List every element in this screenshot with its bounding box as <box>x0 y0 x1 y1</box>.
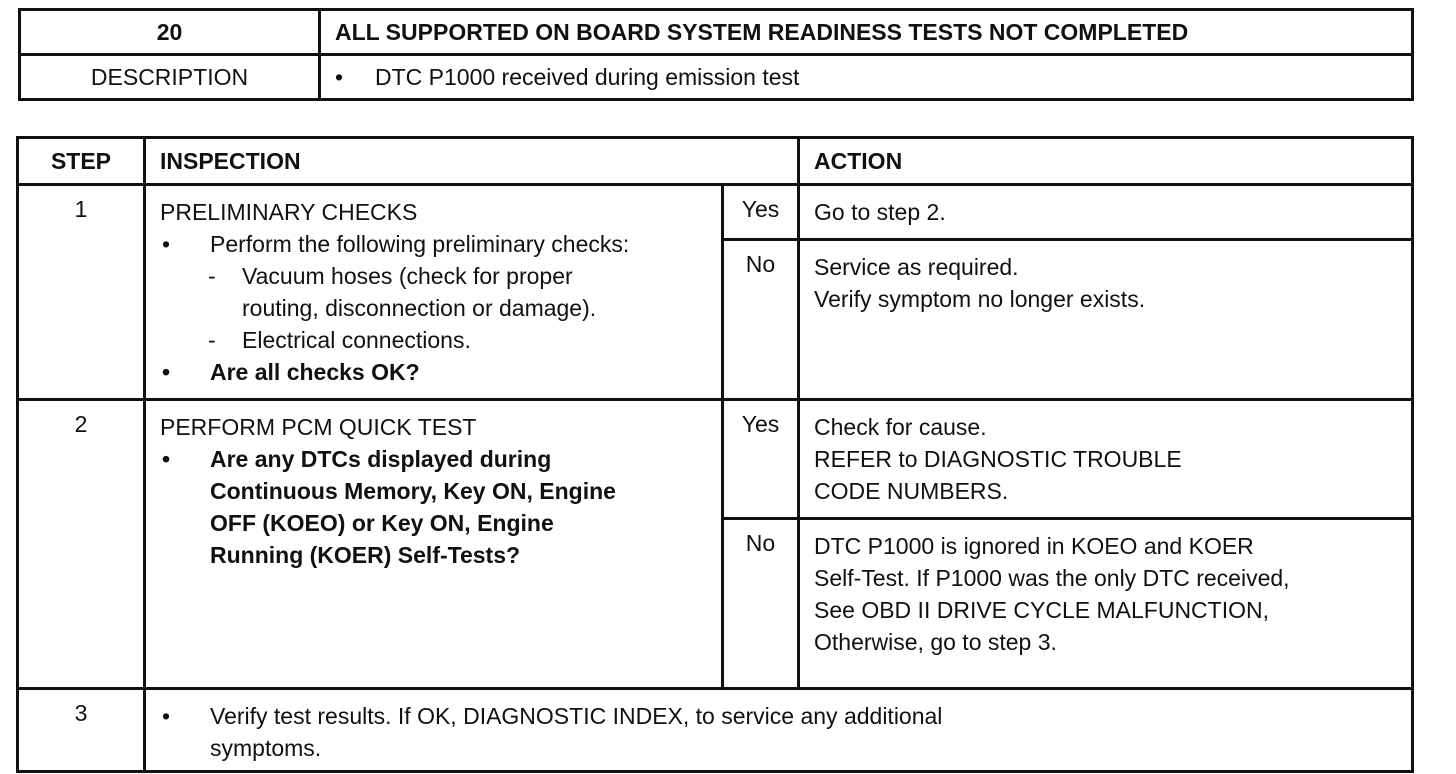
header-row <box>20 10 1413 55</box>
description-row <box>20 55 1413 100</box>
question-item <box>160 443 711 571</box>
bullet-glyph: • <box>335 63 344 90</box>
step-number: 3 <box>18 689 145 772</box>
step-3-row <box>18 689 1413 772</box>
description-text: DTC P1000 received during emission test <box>375 63 800 90</box>
no-action <box>799 519 1413 689</box>
step-1-inspection <box>145 185 723 400</box>
column-header-row <box>18 138 1413 185</box>
action-line: Check for cause. <box>814 414 987 440</box>
no-action <box>799 240 1413 400</box>
no-label: No <box>723 240 799 400</box>
bullet-glyph: • <box>162 446 171 472</box>
question-item <box>160 356 711 388</box>
step-3-line: symptoms. <box>210 735 322 761</box>
sub-item <box>160 260 711 324</box>
sub-item-text <box>242 260 596 324</box>
step-number: 2 <box>18 400 145 689</box>
step-title: PERFORM PCM QUICK TEST <box>160 414 477 440</box>
action-line: See OBD II DRIVE CYCLE MALFUNCTION, <box>814 597 1269 623</box>
yes-action <box>799 400 1413 519</box>
column-header-inspection: INSPECTION <box>145 138 799 185</box>
sub-item-line: Vacuum hoses (check for proper <box>242 263 573 289</box>
bullet-glyph: • <box>162 359 171 385</box>
action-line: DTC P1000 is ignored in KOEO and KOER <box>814 533 1254 559</box>
yes-action <box>799 185 1413 240</box>
question-line: Are any DTCs displayed during <box>210 446 552 472</box>
step-number: 1 <box>18 185 145 400</box>
step-1-yes-row <box>18 185 1413 240</box>
header-table <box>18 8 1414 101</box>
question-text <box>210 443 616 571</box>
question-line: Running (KOER) Self-Tests? <box>210 542 521 568</box>
step-2-inspection <box>145 400 723 689</box>
procedure-number: 20 <box>20 10 320 55</box>
action-line: REFER to DIAGNOSTIC TROUBLE <box>814 446 1182 472</box>
description-cell <box>320 55 1413 100</box>
bullet-item <box>160 228 711 260</box>
bullet-item <box>160 700 1401 764</box>
no-label: No <box>723 519 799 689</box>
dash-glyph: - <box>208 327 216 353</box>
column-header-step: STEP <box>18 138 145 185</box>
dash-glyph: - <box>208 263 216 289</box>
action-line: Self-Test. If P1000 was the only DTC received, <box>814 565 1290 591</box>
question-text: Are all checks OK? <box>210 359 420 385</box>
sub-item-text: Electrical connections. <box>242 327 471 353</box>
sub-item-line: routing, disconnection or damage). <box>242 295 597 321</box>
bullet-text: Perform the following preliminary checks: <box>210 231 630 257</box>
step-3-line: Verify test results. If OK, DIAGNOSTIC INDEX, to service any additional <box>210 703 943 729</box>
action-line: Verify symptom no longer exists. <box>814 286 1146 312</box>
diagnostic-table <box>16 136 1414 773</box>
step-3-text <box>145 689 1413 772</box>
action-line: Service as required. <box>814 254 1019 280</box>
question-line: Continuous Memory, Key ON, Engine <box>210 478 616 504</box>
action-line: Go to step 2. <box>814 199 946 225</box>
procedure-title: ALL SUPPORTED ON BOARD SYSTEM READINESS TESTS NOT COMPLETED <box>320 10 1413 55</box>
step-title: PRELIMINARY CHECKS <box>160 199 418 225</box>
yes-label: Yes <box>723 185 799 240</box>
column-header-action: ACTION <box>799 138 1413 185</box>
yes-label: Yes <box>723 400 799 519</box>
step-2-yes-row <box>18 400 1413 519</box>
sub-item <box>160 324 711 356</box>
action-line: CODE NUMBERS. <box>814 478 1009 504</box>
bullet-glyph: • <box>162 231 171 257</box>
question-line: OFF (KOEO) or Key ON, Engine <box>210 510 554 536</box>
bullet-glyph: • <box>162 703 171 729</box>
bullet-text <box>210 700 942 764</box>
description-label: DESCRIPTION <box>20 55 320 100</box>
action-line: Otherwise, go to step 3. <box>814 629 1057 655</box>
